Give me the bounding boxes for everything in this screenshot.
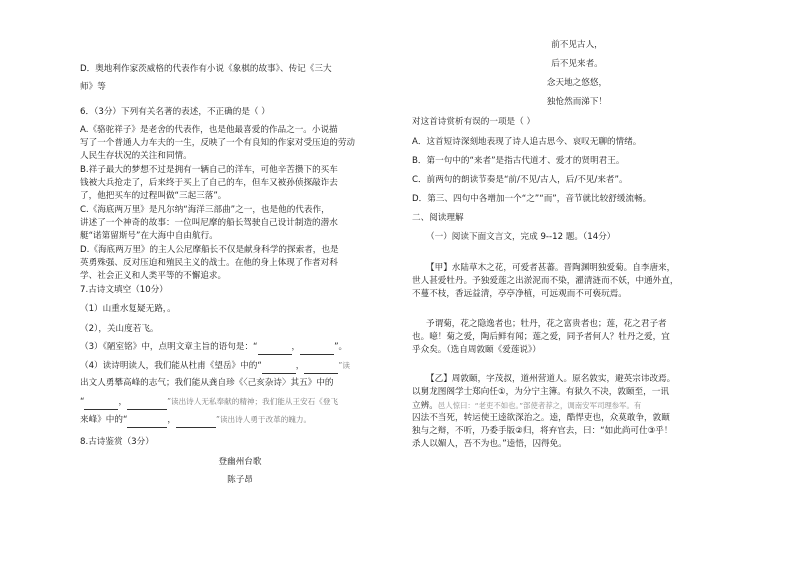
separator-text: ， <box>295 361 305 371</box>
answer-blank[interactable] <box>127 414 167 428</box>
q6-option-c-line: 讲述了一个神奇的故事：一位叫尼摩的船长驾驶自己设计制造的潜水 <box>80 218 338 228</box>
passage-yi-line: 以舅龙图阁学士郑向任①，为分宁主簿。有狱久不决，敦颐至，一讯 <box>412 387 669 397</box>
q8-option-b: B．第一句中的“来者”是指古代道才、爱才的贤明君王。 <box>412 156 625 166</box>
fill-blank-4-line1 <box>80 359 350 374</box>
fill-blank-2: （2），关山度若飞。 <box>80 324 159 334</box>
separator-text: ， <box>118 397 128 407</box>
passage-jia2-line: 乎众矣。（选自周敦颐《爱莲说》） <box>412 345 541 355</box>
reading-subheading: （一）阅读下面文言文，完成 9--12 题。（14分） <box>426 232 616 242</box>
fill-blank-3-text: （3）《陋室铭》中，点明文章主旨的语句是：“ <box>80 342 258 352</box>
q8-option-d: D．第三、四句中各增加一个“之”“而”，音节就比较舒缓流畅。 <box>412 194 652 204</box>
q6-option-b-line: 钱被大兵抢走了，后来终于买上了自己的车，但车又被孙侦探敲诈去 <box>80 178 338 188</box>
fill-blank-1: （1）山重水复疑无路，。 <box>80 304 176 314</box>
q6-option-a-line: A.《骆驼祥子》是老舍的代表作，也是他最喜爱的作品之一。小说描 <box>80 125 338 135</box>
passage-yi-text: 立辨。 <box>412 401 438 411</box>
q6-option-a-line: 人民生存状况的关注和同情。 <box>80 151 192 161</box>
fill-blank-4-line3 <box>80 395 338 410</box>
q8-option-c: C．前两句的朗读节奏是“前/不见/古人，后/不见/来者”。 <box>412 175 628 185</box>
fill-blank-4-end: ”读出诗人勇于改革的魄力。 <box>216 415 312 424</box>
option-d-prev-line1: D．奥地利作家茨威格的代表作有小说《象棋的故事》、传记《三大 <box>80 64 332 74</box>
poem-line: 前不见古人， <box>551 40 603 50</box>
question-7: 7.古诗文填空（10分） <box>80 285 168 295</box>
answer-blank[interactable] <box>304 360 338 374</box>
passage-jia-line: 【甲】水陆草木之花，可爱者甚蕃。晋陶渊明独爱菊。自李唐来， <box>426 263 676 273</box>
answer-blank[interactable] <box>300 341 334 355</box>
fill-blank-4-text: 来峰》中的“ <box>80 415 128 425</box>
q6-option-d-line: 英勇殊强、反对压迫和殖民主义的战士。在他的身上体现了作者对科 <box>80 258 338 268</box>
option-d-prev-line2: 师》等 <box>80 82 106 92</box>
answer-blank[interactable] <box>127 396 167 410</box>
q6-option-c-line: C.《海底两万里》是凡尔纳“海洋三部曲”之一，也是他的代表作， <box>80 205 330 215</box>
passage-yi-line <box>412 399 641 413</box>
q6-option-d-line: D.《海底两万里》的主人公尼摩船长不仅是献身科学的探索者，也是 <box>80 245 339 255</box>
fill-blank-4-mid: ”读出诗人无私奉献的精神；我们能从王安石《登飞 <box>167 397 339 406</box>
passage-jia2-line: 也。噫！菊之爱，陶后鲜有闻；莲之爱，同予者何人？牡丹之爱，宜 <box>412 332 670 342</box>
poem-line: 念天地之悠悠， <box>546 78 608 88</box>
q6-option-a-line: 写了一个普通人力车夫的一生，反映了一个有良知的作家对受压迫的劳动 <box>80 138 356 148</box>
fill-blank-4-line4 <box>80 413 311 428</box>
question-8: 8.古诗鉴赏（3分） <box>80 437 154 447</box>
passage-yi-line: 囚法不当死，转运使王逵欲深治之。逵，酷悍吏也，众莫敢争，敦颐 <box>412 413 670 423</box>
poem-line: 后不见来者。 <box>551 59 603 69</box>
poem-author: 陈子昂 <box>227 475 253 485</box>
fill-blank-4-text: （4）读诗明读人，我们能从杜甫《望岳》中的“ <box>80 361 262 371</box>
fill-blank-4-line2: 出文人勇攀高峰的志气；我们能从龚自珍《〈己亥杂诗〉其五》中的 <box>80 378 334 388</box>
fill-blank-3 <box>80 341 347 355</box>
separator-text: ， <box>167 415 177 425</box>
passage-yi-note: 邑人惊曰：“老吏不如也。”部使者荐之，调南安军司理参军。有 <box>437 401 642 410</box>
q6-option-b-line: B.祥子最大的梦想不过是拥有一辆自己的洋车，可他辛苦攒下的买车 <box>80 165 338 175</box>
passage-jia-line: 世人甚爱牡丹。予独爱莲之出淤泥而不染，濯清涟而不妖，中通外直， <box>412 276 679 286</box>
answer-blank[interactable] <box>84 396 118 410</box>
q8-option-a: A．这首短诗深刻地表现了诗人追古思今、哀叹无聊的情绪。 <box>412 137 642 147</box>
passage-yi-line: 杀人以媚人，吾不为也。”逵悟，囚得免。 <box>412 439 567 449</box>
q6-option-d-line: 学、社会正义和人类平等的不懈追求。 <box>80 271 227 281</box>
passage-jia2-line: 予谓菊，花之隐逸者也；牡丹，花之富贵者也；莲，花之君子者 <box>426 319 667 329</box>
poem-line: 独怆然而涕下！ <box>546 97 608 107</box>
fill-blank-4-tail: ”读 <box>338 361 350 370</box>
q6-option-c-line: 艇“诺第留斯号”在大海中自由航行。 <box>80 231 218 241</box>
closing-text: ”。 <box>334 342 348 352</box>
passage-jia-line: 不蔓不枝，香远益清，亭亭净植，可远观而不可亵玩焉。 <box>412 289 627 299</box>
section-2-heading: 二、阅读理解 <box>412 213 464 223</box>
q6-option-b-line: 了，他把买车的过程叫做“三起三落”。 <box>80 191 227 201</box>
question-8-prompt: 对这首诗赏析有误的一项是（ ） <box>412 117 536 127</box>
separator-text: ， <box>291 342 301 352</box>
passage-yi-line: 【乙】周敦颐，字茂叔，道州营道人。原名敦实，避英宗讳改焉。 <box>426 374 676 384</box>
answer-blank[interactable] <box>262 360 296 374</box>
poem-title: 登幽州台歌 <box>218 457 262 467</box>
question-6: 6．（3分）下列有关名著的表述，不正确的是（ ） <box>80 107 270 117</box>
answer-blank[interactable] <box>258 341 292 355</box>
quote-open: “ <box>80 397 85 407</box>
passage-yi-line: 独与之辩，不听，乃委手版②归，将弃官去，曰：“如此尚可仕③乎！ <box>412 426 673 436</box>
answer-blank[interactable] <box>176 414 216 428</box>
